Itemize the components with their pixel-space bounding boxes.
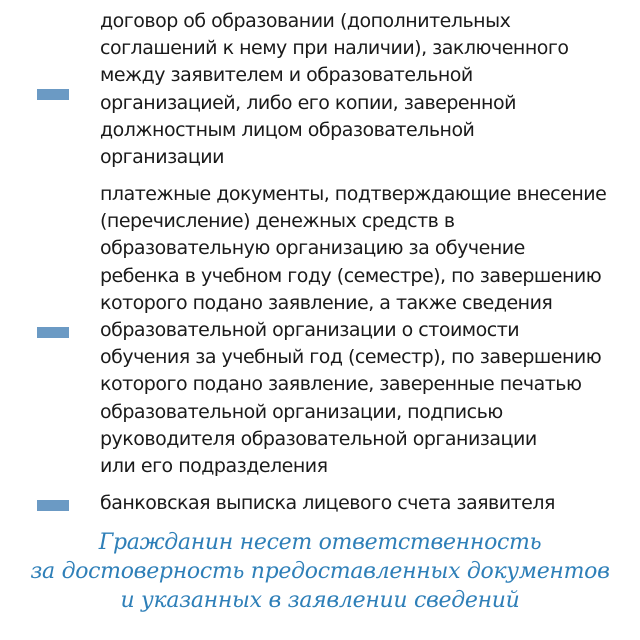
list-item-text: договор об образовании (дополнительных соглашений к нему при наличии), заключенного между заявителем и образовательной организацией, либо его копии, заверенной должностным лицом образовательной организации (100, 10, 569, 169)
bullet-marker (37, 327, 69, 338)
list-item-text: банковская выписка лицевого счета заявителя (100, 492, 555, 514)
bullet-marker (37, 89, 69, 100)
bullet-marker (37, 500, 69, 511)
list-item-text: платежные документы, подтверждающие внесение (перечисление) денежных средств в образовательную организацию за обучение ребенка в учебном году (семестре), по завершению которого подано заявление, а также сведения образовательной организации о стоимости обучения за учебный год (семестр), по завершению которого подано заявление, заверенные печатью образовательной организации, подписью руководителя образовательной организации или его подразделения (100, 183, 607, 478)
responsibility-note: Гражданин несет ответственность за достоверность предоставленных документов и указанных в заявлении сведений (30, 530, 610, 613)
